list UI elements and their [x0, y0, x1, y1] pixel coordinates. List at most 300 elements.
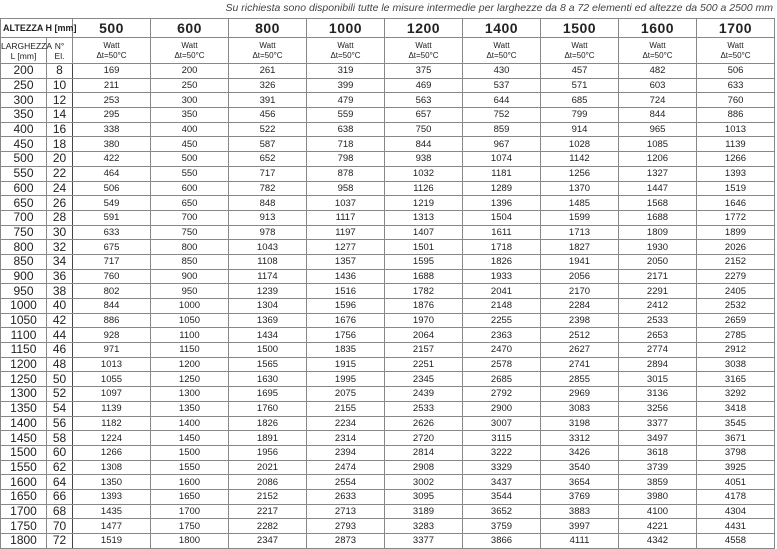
width-cell: 850 — [1, 254, 47, 269]
elements-cell: 8 — [47, 64, 73, 79]
watt-value-cell: 950 — [151, 284, 229, 299]
watt-value-cell: 2792 — [463, 387, 541, 402]
width-cell: 450 — [1, 137, 47, 152]
delta-t-label: Δt=50°C — [642, 50, 673, 60]
width-cell: 600 — [1, 181, 47, 196]
watt-value-cell: 1150 — [151, 343, 229, 358]
watt-value-cell: 1826 — [229, 416, 307, 431]
table-row — [1, 504, 775, 519]
watt-value-cell: 1407 — [385, 225, 463, 240]
elements-cell: 40 — [47, 299, 73, 314]
watt-value-cell: 3292 — [697, 387, 775, 402]
width-cell: 1300 — [1, 387, 47, 402]
table-row — [1, 284, 775, 299]
watt-label: Watt — [103, 40, 120, 50]
watt-value-cell: 1800 — [151, 534, 229, 549]
watt-value-cell: 591 — [73, 210, 151, 225]
watt-value-cell: 750 — [385, 122, 463, 137]
watt-value-cell: 1700 — [151, 504, 229, 519]
width-cell: 500 — [1, 152, 47, 167]
width-cell: 400 — [1, 122, 47, 137]
watt-value-cell: 752 — [463, 108, 541, 123]
watt-value-cell: 3739 — [619, 460, 697, 475]
elements-cell: 60 — [47, 445, 73, 460]
watt-value-cell: 1357 — [307, 254, 385, 269]
watt-value-cell: 4100 — [619, 504, 697, 519]
watt-value-cell: 1995 — [307, 372, 385, 387]
number-label: N° — [54, 40, 65, 51]
watt-value-cell: 978 — [229, 225, 307, 240]
elements-cell: 10 — [47, 78, 73, 93]
unit-header-cell — [307, 38, 385, 64]
watt-value-cell: 1239 — [229, 284, 307, 299]
watt-value-cell: 1450 — [151, 431, 229, 446]
elements-cell: 22 — [47, 166, 73, 181]
watt-value-cell: 1827 — [541, 240, 619, 255]
watt-value-cell: 2908 — [385, 460, 463, 475]
watt-value-cell: 798 — [307, 152, 385, 167]
watt-value-cell: 1596 — [307, 299, 385, 314]
watt-value-cell: 3980 — [619, 489, 697, 504]
watt-value-cell: 3283 — [385, 519, 463, 534]
height-header-cell: 1400 — [463, 19, 541, 38]
watt-value-cell: 633 — [697, 78, 775, 93]
watt-value-cell: 479 — [307, 93, 385, 108]
watt-value-cell: 2021 — [229, 460, 307, 475]
watt-value-cell: 1370 — [541, 181, 619, 196]
watt-value-cell: 1504 — [463, 210, 541, 225]
unit-header-cell — [463, 38, 541, 64]
table-row — [1, 313, 775, 328]
watt-value-cell: 1970 — [385, 313, 463, 328]
watt-value-cell: 717 — [73, 254, 151, 269]
watt-value-cell: 2793 — [307, 519, 385, 534]
watt-value-cell: 3312 — [541, 431, 619, 446]
watt-value-cell: 1447 — [619, 181, 697, 196]
watt-value-cell: 1074 — [463, 152, 541, 167]
watt-value-cell: 3038 — [697, 357, 775, 372]
watt-value-cell: 700 — [151, 210, 229, 225]
width-cell: 1150 — [1, 343, 47, 358]
table-row — [1, 108, 775, 123]
delta-t-label: Δt=50°C — [252, 50, 283, 60]
watt-value-cell: 559 — [307, 108, 385, 123]
width-cell: 900 — [1, 269, 47, 284]
watt-value-cell: 1500 — [151, 445, 229, 460]
watt-value-cell: 1891 — [229, 431, 307, 446]
watt-value-cell: 1400 — [151, 416, 229, 431]
watt-label: Watt — [493, 40, 510, 50]
watt-value-cell: 1760 — [229, 401, 307, 416]
watt-value-cell: 2439 — [385, 387, 463, 402]
watt-value-cell: 1108 — [229, 254, 307, 269]
watt-value-cell: 3437 — [463, 475, 541, 490]
watt-value-cell: 563 — [385, 93, 463, 108]
watt-value-cell: 650 — [151, 196, 229, 211]
watt-value-cell: 3222 — [463, 445, 541, 460]
width-label: LARGHEZZA — [1, 40, 53, 51]
elements-cell: 18 — [47, 137, 73, 152]
table-row — [1, 166, 775, 181]
watt-value-cell: 1933 — [463, 269, 541, 284]
watt-value-cell: 319 — [307, 64, 385, 79]
watt-value-cell: 3883 — [541, 504, 619, 519]
watt-value-cell: 2554 — [307, 475, 385, 490]
watt-value-cell: 2659 — [697, 313, 775, 328]
watt-value-cell: 3925 — [697, 460, 775, 475]
table-row — [1, 519, 775, 534]
watt-value-cell: 1197 — [307, 225, 385, 240]
watt-value-cell: 1085 — [619, 137, 697, 152]
watt-value-cell: 1369 — [229, 313, 307, 328]
watt-value-cell: 2255 — [463, 313, 541, 328]
table-row — [1, 137, 775, 152]
width-cell: 1550 — [1, 460, 47, 475]
watt-value-cell: 675 — [73, 240, 151, 255]
watt-value-cell: 295 — [73, 108, 151, 123]
watt-value-cell: 375 — [385, 64, 463, 79]
width-cell: 250 — [1, 78, 47, 93]
watt-value-cell: 350 — [151, 108, 229, 123]
table-row — [1, 534, 775, 549]
watt-value-cell: 430 — [463, 64, 541, 79]
watt-value-cell: 652 — [229, 152, 307, 167]
watt-value-cell: 1630 — [229, 372, 307, 387]
watt-value-cell: 3671 — [697, 431, 775, 446]
watt-value-cell: 1289 — [463, 181, 541, 196]
watt-value-cell: 1826 — [463, 254, 541, 269]
watt-value-cell: 802 — [73, 284, 151, 299]
table-row — [1, 93, 775, 108]
watt-value-cell: 2251 — [385, 357, 463, 372]
watt-value-cell: 1750 — [151, 519, 229, 534]
watt-value-cell: 422 — [73, 152, 151, 167]
watt-value-cell: 3859 — [619, 475, 697, 490]
watt-value-cell: 967 — [463, 137, 541, 152]
watt-value-cell: 2894 — [619, 357, 697, 372]
watt-value-cell: 1313 — [385, 210, 463, 225]
watt-value-cell: 3759 — [463, 519, 541, 534]
width-cell: 800 — [1, 240, 47, 255]
watt-value-cell: 1277 — [307, 240, 385, 255]
watt-value-cell: 1139 — [73, 401, 151, 416]
width-cell: 1750 — [1, 519, 47, 534]
watt-value-cell: 2234 — [307, 416, 385, 431]
watt-value-cell: 1181 — [463, 166, 541, 181]
watt-value-cell: 2152 — [697, 254, 775, 269]
elements-cell: 56 — [47, 416, 73, 431]
watt-value-cell: 2533 — [385, 401, 463, 416]
watt-value-cell: 760 — [697, 93, 775, 108]
watt-value-cell: 750 — [151, 225, 229, 240]
elements-cell: 64 — [47, 475, 73, 490]
watt-value-cell: 1695 — [229, 387, 307, 402]
delta-t-label: Δt=50°C — [486, 50, 517, 60]
watt-label: Watt — [181, 40, 198, 50]
watt-value-cell: 3095 — [385, 489, 463, 504]
watt-value-cell: 2774 — [619, 343, 697, 358]
height-header-cell: 1500 — [541, 19, 619, 38]
elements-cell: 12 — [47, 93, 73, 108]
watt-value-cell: 4111 — [541, 534, 619, 549]
elements-cell: 28 — [47, 210, 73, 225]
width-cell: 1250 — [1, 372, 47, 387]
watt-value-cell: 1718 — [463, 240, 541, 255]
watt-value-cell: 3377 — [385, 534, 463, 549]
watt-value-cell: 1393 — [697, 166, 775, 181]
watt-value-cell: 1350 — [151, 401, 229, 416]
watt-value-cell: 1266 — [73, 445, 151, 460]
width-cell: 1650 — [1, 489, 47, 504]
width-column-header — [1, 38, 53, 64]
watt-value-cell: 1013 — [73, 357, 151, 372]
elements-cell: 38 — [47, 284, 73, 299]
watt-value-cell: 1013 — [697, 122, 775, 137]
watt-value-cell: 2050 — [619, 254, 697, 269]
delta-t-label: Δt=50°C — [564, 50, 595, 60]
watt-value-cell: 1434 — [229, 328, 307, 343]
watt-value-cell: 2398 — [541, 313, 619, 328]
watt-value-cell: 1550 — [151, 460, 229, 475]
watt-value-cell: 3007 — [463, 416, 541, 431]
table-row — [1, 64, 775, 79]
watt-value-cell: 2041 — [463, 284, 541, 299]
watt-value-cell: 3866 — [463, 534, 541, 549]
watt-value-cell: 1327 — [619, 166, 697, 181]
watt-value-cell: 633 — [73, 225, 151, 240]
table-row — [1, 357, 775, 372]
watt-value-cell: 1435 — [73, 504, 151, 519]
watt-value-cell: 4051 — [697, 475, 775, 490]
elements-cell: 14 — [47, 108, 73, 123]
watt-value-cell: 760 — [73, 269, 151, 284]
watt-value-cell: 1032 — [385, 166, 463, 181]
watt-value-cell: 1304 — [229, 299, 307, 314]
watt-value-cell: 799 — [541, 108, 619, 123]
table-row — [1, 387, 775, 402]
table-row — [1, 225, 775, 240]
watt-value-cell: 1519 — [73, 534, 151, 549]
watt-value-cell: 1611 — [463, 225, 541, 240]
width-cell: 300 — [1, 93, 47, 108]
watt-value-cell: 1835 — [307, 343, 385, 358]
watt-value-cell: 1501 — [385, 240, 463, 255]
watt-value-cell: 400 — [151, 122, 229, 137]
watt-value-cell: 1300 — [151, 387, 229, 402]
width-cell: 1050 — [1, 313, 47, 328]
table-row — [1, 299, 775, 314]
watt-value-cell: 1097 — [73, 387, 151, 402]
watt-value-cell: 2533 — [619, 313, 697, 328]
watt-value-cell: 3545 — [697, 416, 775, 431]
watt-value-cell: 4431 — [697, 519, 775, 534]
watt-value-cell: 2086 — [229, 475, 307, 490]
width-cell: 1000 — [1, 299, 47, 314]
watt-value-cell: 391 — [229, 93, 307, 108]
watt-value-cell: 2512 — [541, 328, 619, 343]
watt-label: Watt — [571, 40, 588, 50]
width-cell: 1450 — [1, 431, 47, 446]
watt-value-cell: 3618 — [619, 445, 697, 460]
watt-value-cell: 638 — [307, 122, 385, 137]
watt-value-cell: 399 — [307, 78, 385, 93]
watt-value-cell: 2345 — [385, 372, 463, 387]
watt-value-cell: 2148 — [463, 299, 541, 314]
watt-value-cell: 3189 — [385, 504, 463, 519]
watt-value-cell: 380 — [73, 137, 151, 152]
elements-cell: 58 — [47, 431, 73, 446]
width-cell: 950 — [1, 284, 47, 299]
watt-value-cell: 2470 — [463, 343, 541, 358]
watt-value-cell: 4342 — [619, 534, 697, 549]
watt-value-cell: 1646 — [697, 196, 775, 211]
watt-value-cell: 3997 — [541, 519, 619, 534]
elements-cell: 54 — [47, 401, 73, 416]
width-cell: 350 — [1, 108, 47, 123]
table-row — [1, 460, 775, 475]
watt-value-cell: 603 — [619, 78, 697, 93]
watt-value-cell: 2741 — [541, 357, 619, 372]
elements-cell: 36 — [47, 269, 73, 284]
watt-value-cell: 900 — [151, 269, 229, 284]
width-cell: 200 — [1, 64, 47, 79]
watt-value-cell: 2056 — [541, 269, 619, 284]
watt-value-cell: 2152 — [229, 489, 307, 504]
watt-value-cell: 2284 — [541, 299, 619, 314]
unit-header-cell — [229, 38, 307, 64]
width-cell: 1100 — [1, 328, 47, 343]
unit-header-cell — [151, 38, 229, 64]
watt-value-cell: 4558 — [697, 534, 775, 549]
watt-label: Watt — [415, 40, 432, 50]
table-row — [1, 401, 775, 416]
watt-value-cell: 1930 — [619, 240, 697, 255]
watt-value-cell: 878 — [307, 166, 385, 181]
watt-value-cell: 1899 — [697, 225, 775, 240]
watt-value-cell: 2412 — [619, 299, 697, 314]
watt-value-cell: 1688 — [385, 269, 463, 284]
width-cell: 1600 — [1, 475, 47, 490]
watt-value-cell: 971 — [73, 343, 151, 358]
unit-header-cell — [73, 38, 151, 64]
elements-cell: 72 — [47, 534, 73, 549]
watt-value-cell: 1043 — [229, 240, 307, 255]
watt-value-cell: 2347 — [229, 534, 307, 549]
watt-value-cell: 718 — [307, 137, 385, 152]
watt-value-cell: 1037 — [307, 196, 385, 211]
watt-value-cell: 1568 — [619, 196, 697, 211]
elements-cell: 16 — [47, 122, 73, 137]
table-row — [1, 328, 775, 343]
watt-value-cell: 3798 — [697, 445, 775, 460]
watt-value-cell: 1182 — [73, 416, 151, 431]
watt-value-cell: 717 — [229, 166, 307, 181]
watt-value-cell: 685 — [541, 93, 619, 108]
table-row — [1, 254, 775, 269]
watt-value-cell: 886 — [73, 313, 151, 328]
watt-value-cell: 2873 — [307, 534, 385, 549]
watt-value-cell: 1600 — [151, 475, 229, 490]
watt-value-cell: 2064 — [385, 328, 463, 343]
watt-value-cell: 211 — [73, 78, 151, 93]
unit-header-row — [1, 38, 775, 64]
watt-value-cell: 1485 — [541, 196, 619, 211]
table-row — [1, 240, 775, 255]
watt-value-cell: 3198 — [541, 416, 619, 431]
table-row — [1, 489, 775, 504]
watt-value-cell: 1595 — [385, 254, 463, 269]
table-body — [1, 64, 775, 549]
watt-value-cell: 844 — [385, 137, 463, 152]
watt-value-cell: 1100 — [151, 328, 229, 343]
delta-t-label: Δt=50°C — [408, 50, 439, 60]
elements-cell: 62 — [47, 460, 73, 475]
watt-value-cell: 3136 — [619, 387, 697, 402]
radiator-output-table — [0, 18, 775, 549]
watt-value-cell: 506 — [73, 181, 151, 196]
watt-value-cell: 3544 — [463, 489, 541, 504]
watt-value-cell: 457 — [541, 64, 619, 79]
watt-value-cell: 859 — [463, 122, 541, 137]
watt-value-cell: 1772 — [697, 210, 775, 225]
elements-cell: 24 — [47, 181, 73, 196]
watt-value-cell: 886 — [697, 108, 775, 123]
width-cell: 1500 — [1, 445, 47, 460]
watt-value-cell: 2814 — [385, 445, 463, 460]
elements-cell: 70 — [47, 519, 73, 534]
watt-value-cell: 3329 — [463, 460, 541, 475]
elements-cell: 32 — [47, 240, 73, 255]
watt-value-cell: 1650 — [151, 489, 229, 504]
watt-label: Watt — [727, 40, 744, 50]
watt-value-cell: 253 — [73, 93, 151, 108]
watt-value-cell: 1688 — [619, 210, 697, 225]
watt-value-cell: 2170 — [541, 284, 619, 299]
watt-value-cell: 1956 — [229, 445, 307, 460]
elements-cell: 30 — [47, 225, 73, 240]
watt-value-cell: 2532 — [697, 299, 775, 314]
watt-value-cell: 1676 — [307, 313, 385, 328]
watt-value-cell: 522 — [229, 122, 307, 137]
table-row — [1, 475, 775, 490]
watt-value-cell: 1050 — [151, 313, 229, 328]
table-row — [1, 181, 775, 196]
table-row — [1, 372, 775, 387]
watt-value-cell: 1565 — [229, 357, 307, 372]
watt-value-cell: 2171 — [619, 269, 697, 284]
watt-value-cell: 1350 — [73, 475, 151, 490]
table-row — [1, 343, 775, 358]
watt-value-cell: 2912 — [697, 343, 775, 358]
watt-value-cell: 338 — [73, 122, 151, 137]
watt-value-cell: 3165 — [697, 372, 775, 387]
watt-value-cell: 2217 — [229, 504, 307, 519]
watt-value-cell: 3654 — [541, 475, 619, 490]
elements-cell: 34 — [47, 254, 73, 269]
height-header-cell: 1600 — [619, 19, 697, 38]
table-row — [1, 152, 775, 167]
watt-value-cell: 1876 — [385, 299, 463, 314]
elements-cell: 48 — [47, 357, 73, 372]
watt-value-cell: 965 — [619, 122, 697, 137]
height-header-cell: 800 — [229, 19, 307, 38]
watt-value-cell: 2157 — [385, 343, 463, 358]
watt-value-cell: 928 — [73, 328, 151, 343]
watt-value-cell: 1713 — [541, 225, 619, 240]
watt-value-cell: 456 — [229, 108, 307, 123]
watt-value-cell: 4221 — [619, 519, 697, 534]
elements-cell: 66 — [47, 489, 73, 504]
